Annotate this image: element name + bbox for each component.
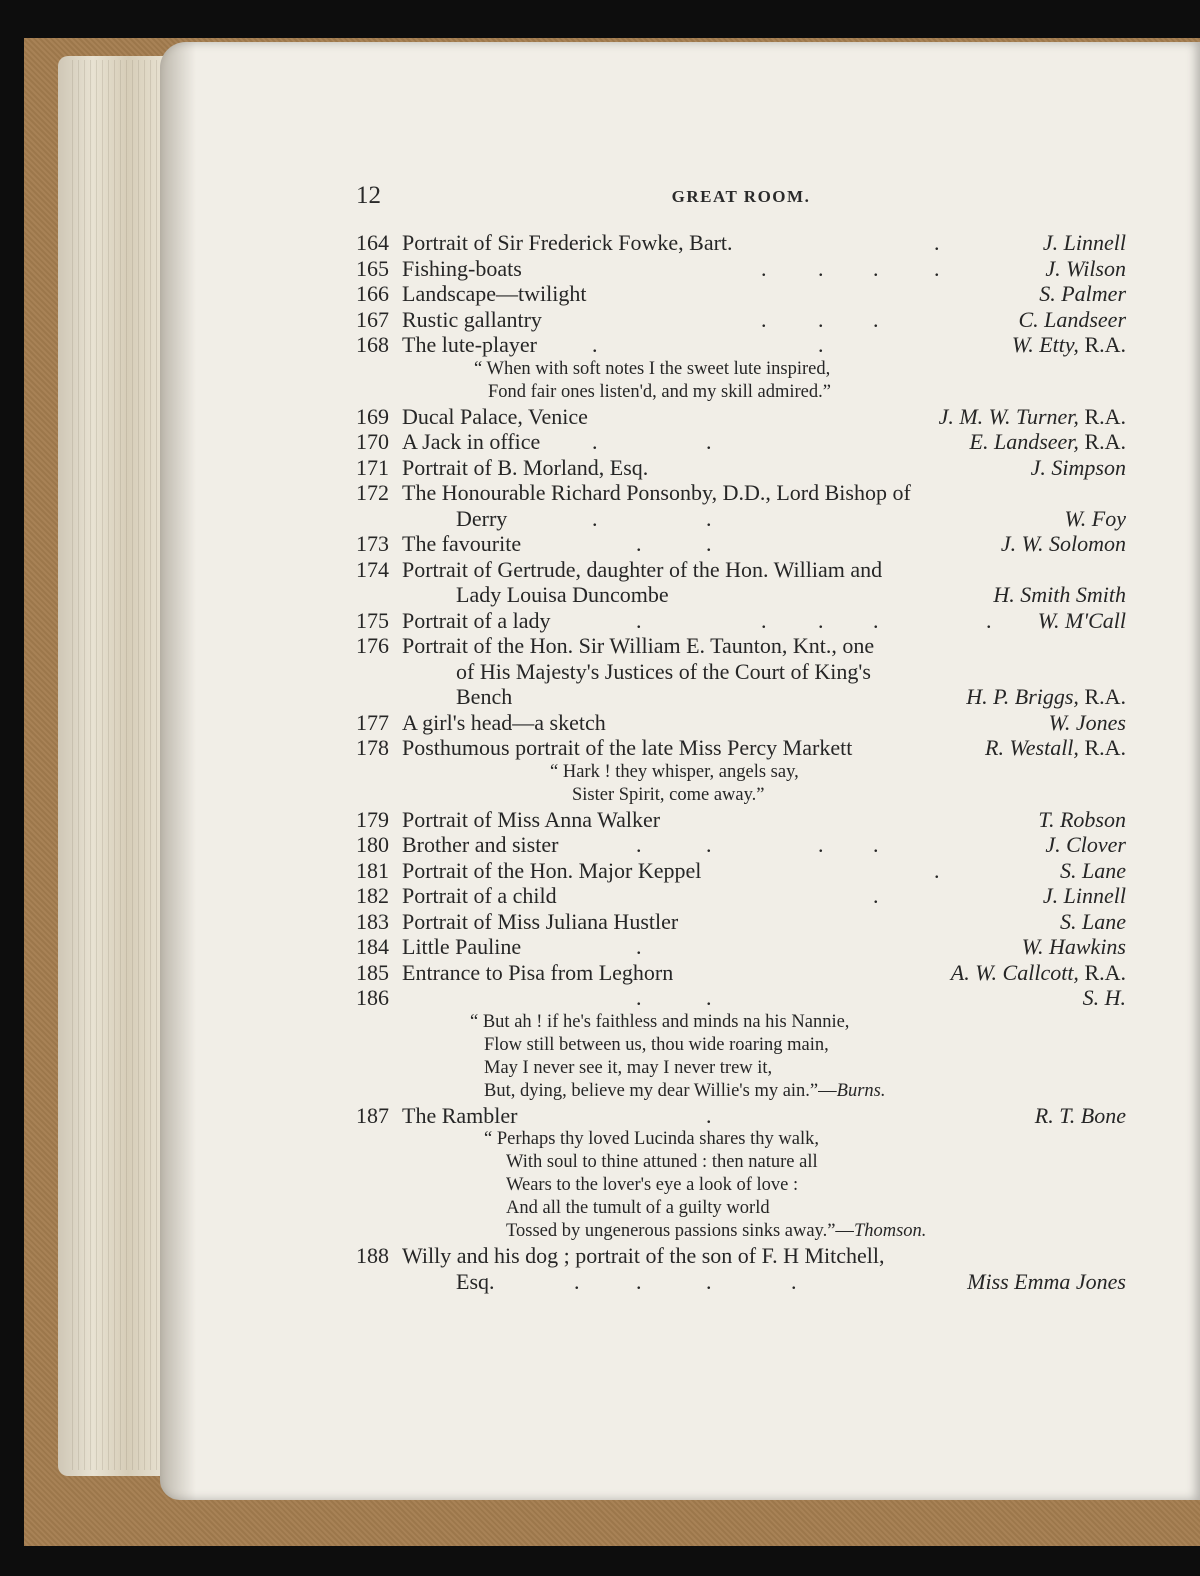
catalogue-entry: 184 Little Pauline . W. Hawkins: [356, 934, 1126, 959]
entry-title: Brother and sister: [402, 832, 559, 857]
entry-title: Willy and his dog ; portrait of the son of F. H Mitchell,: [402, 1243, 885, 1268]
page-number: 12: [356, 182, 381, 209]
verse-line: “ Hark ! they whisper, angels say,: [550, 761, 799, 782]
catalogue-entry-continuation: [356, 659, 1126, 685]
entry-title: Portrait of a lady: [402, 607, 551, 633]
entry-number: 180: [356, 832, 389, 857]
verse-line: May I never see it, may I never trew it,: [484, 1057, 773, 1078]
catalogue-entry: [356, 909, 1126, 935]
catalogue-entry: 186 . . S. H.: [356, 985, 1126, 1010]
catalogue-entry: 181 Portrait of the Hon. Major Keppel . S. Lane: [356, 857, 1126, 883]
entry-number: 171: [356, 454, 389, 480]
entry-number: 176: [356, 633, 389, 658]
catalogue-entry: 180 Brother and sister . . . . J. Clover: [356, 832, 1126, 857]
entry-artist: H. P. Briggs, R.A.: [966, 684, 1126, 709]
entry-number: 177: [356, 709, 389, 735]
catalogue-entry: 173 The favourite . . J. W. Solomon: [356, 531, 1126, 556]
entry-number: 185: [356, 959, 389, 985]
entry-artist: H. Smith Smith: [993, 582, 1126, 607]
catalogue-entry-continuation: [356, 684, 1126, 710]
entry-artist: W. Hawkins: [1021, 934, 1126, 959]
catalogue-entry: [356, 735, 1126, 761]
entry-artist: S. Lane: [1060, 908, 1126, 934]
catalogue-entry: [356, 710, 1126, 736]
entry-artist: J. Wilson: [1045, 255, 1126, 281]
catalogue-entry: 182 Portrait of a child . J. Linnell: [356, 883, 1126, 908]
entry-artist: A. W. Callcott, R.A.: [950, 959, 1126, 985]
catalogue-entry: [356, 455, 1126, 481]
entry-artist: S. H.: [1082, 985, 1126, 1010]
entry-title: The lute-player: [402, 332, 537, 357]
entry-number: 184: [356, 934, 389, 959]
page-gutter-shadow: [160, 42, 196, 1500]
entry-artist: S. Lane: [1060, 857, 1126, 883]
catalogue-list: [356, 230, 1126, 1294]
entry-artist: R. Westall, R.A.: [985, 735, 1126, 760]
entry-artist: J. Simpson: [1030, 454, 1126, 480]
entry-title: A girl's head—a sketch: [402, 709, 606, 735]
entry-artist: J. M. W. Turner, R.A.: [938, 403, 1126, 429]
entry-title: Entrance to Pisa from Leghorn: [402, 959, 674, 985]
catalogue-entry: [356, 557, 1126, 583]
entry-title: Fishing-boats: [402, 255, 522, 281]
verse-source: Burns.: [836, 1080, 886, 1101]
catalogue-entry-continuation: Derry . . W. Foy: [456, 505, 1126, 531]
entry-number: 178: [356, 735, 389, 760]
catalogue-entry: [356, 960, 1126, 986]
catalogue-entry: [356, 480, 1126, 506]
entry-artist: S. Palmer: [1039, 281, 1126, 306]
entry-number: 188: [356, 1243, 389, 1268]
verse-line: Fond fair ones listen'd, and my skill admired.”: [488, 381, 831, 402]
entry-number: 187: [356, 1102, 389, 1128]
catalogue-entry: 168 The lute-player . . W. Etty, R.A.: [356, 332, 1126, 357]
entry-number: 174: [356, 556, 389, 582]
entry-number: 167: [356, 306, 389, 332]
running-title: GREAT ROOM.: [671, 187, 811, 206]
catalogue-entry: [356, 404, 1126, 430]
entry-title: Portrait of Gertrude, daughter of the Hon. William and: [402, 556, 883, 582]
entry-artist: W. M'Call: [1037, 607, 1126, 633]
entry-title: The Honourable Richard Ponsonby, D.D., Lord Bishop of: [402, 480, 911, 505]
entry-number: 182: [356, 883, 389, 908]
entry-number: 164: [356, 230, 389, 255]
entry-number: 183: [356, 908, 389, 934]
entry-title: Portrait of Miss Anna Walker: [402, 806, 661, 832]
entry-artist: R. T. Bone: [1034, 1102, 1126, 1128]
catalogue-entry: [356, 807, 1126, 833]
entry-title-continuation: Esq.: [456, 1268, 495, 1294]
catalogue-entry: 175 Portrait of a lady . . . . . W. M'Call: [356, 607, 1126, 633]
verse-line: Flow still between us, thou wide roaring main,: [484, 1034, 829, 1055]
catalogue-entry: [356, 1243, 1126, 1269]
entry-number: 172: [356, 480, 389, 505]
entry-artist: J. Linnell: [1042, 230, 1126, 255]
entry-artist: J. W. Solomon: [1000, 531, 1126, 556]
entry-number: 165: [356, 255, 389, 281]
entry-title: Portrait of the Hon. Sir William E. Taunton, Knt., one: [402, 633, 875, 658]
entry-title: The favourite: [402, 531, 522, 556]
entry-artist: T. Robson: [1038, 806, 1126, 832]
entry-artist: W. Jones: [1048, 709, 1126, 735]
entry-title: Little Pauline: [402, 934, 522, 959]
entry-title: Portrait of B. Morland, Esq.: [402, 454, 649, 480]
entry-title: Portrait of Sir Frederick Fowke, Bart.: [402, 230, 733, 255]
catalogue-entry: 164 Portrait of Sir Frederick Fowke, Bart. . J. Linnell: [356, 230, 1126, 255]
entry-number: 168: [356, 332, 389, 357]
verse-line: But, dying, believe my dear Willie's my ain.”—Burns.: [484, 1080, 886, 1101]
verse-source: Thomson.: [853, 1221, 927, 1241]
entry-title: Ducal Palace, Venice: [402, 403, 588, 429]
entry-number: 179: [356, 806, 389, 832]
entry-artist: E. Landseer, R.A.: [969, 429, 1126, 454]
verse-line: Wears to the lover's eye a look of love :: [506, 1175, 799, 1195]
entry-title: Rustic gallantry: [402, 306, 542, 332]
catalogue-entry-continuation: [356, 582, 1126, 608]
catalogue-entry: 165 Fishing-boats . . . . J. Wilson: [356, 255, 1126, 281]
verse-line: “ But ah ! if he's faithless and minds na his Nannie,: [470, 1011, 850, 1032]
catalogue-entry: [356, 633, 1126, 659]
verse-line: “ When with soft notes I the sweet lute inspired,: [474, 358, 831, 379]
entry-artist: W. Etty, R.A.: [1011, 332, 1126, 357]
entry-number: 175: [356, 607, 389, 633]
entry-number: 169: [356, 403, 389, 429]
entry-title: A Jack in office: [402, 429, 541, 454]
entry-number: 173: [356, 531, 389, 556]
entry-number: 186: [356, 985, 389, 1010]
entry-artist: J. Clover: [1045, 832, 1126, 857]
verse-line: Sister Spirit, come away.”: [572, 784, 765, 805]
entry-title: Portrait of Miss Juliana Hustler: [402, 908, 679, 934]
entry-artist: C. Landseer: [1018, 306, 1126, 332]
entry-title-continuation: of His Majesty's Justices of the Court of King's: [456, 658, 871, 684]
catalogue-entry: 167 Rustic gallantry . . . C. Landseer: [356, 306, 1126, 332]
catalogue-entry-continuation: Esq. . . . . Miss Emma Jones: [456, 1268, 1126, 1294]
entry-number: 170: [356, 429, 389, 454]
verse-line: And all the tumult of a guilty world: [506, 1198, 770, 1218]
entry-title: Landscape—twilight: [402, 281, 587, 306]
entry-title-continuation: Bench: [456, 684, 513, 709]
entry-title: Posthumous portrait of the late Miss Percy Markett: [402, 735, 853, 760]
entry-number: 181: [356, 857, 389, 883]
entry-artist: W. Foy: [1064, 505, 1126, 531]
entry-artist: J. Linnell: [1042, 883, 1126, 908]
entry-title: Portrait of the Hon. Major Keppel: [402, 857, 702, 883]
entry-title: The Rambler: [402, 1102, 518, 1128]
verse-line: With soul to thine attuned : then nature all: [506, 1152, 818, 1172]
entry-title-continuation: Lady Louisa Duncombe: [456, 582, 669, 607]
entry-artist: Miss Emma Jones: [967, 1268, 1126, 1294]
entry-number: 166: [356, 281, 389, 306]
catalogue-entry: [356, 281, 1126, 307]
catalogue-entry: 187 The Rambler . R. T. Bone: [356, 1102, 1126, 1128]
page-header: [356, 182, 1126, 212]
entry-title-continuation: Derry: [456, 505, 508, 531]
entry-title: Portrait of a child: [402, 883, 557, 908]
catalogue-entry: 170 A Jack in office . . E. Landseer, R.A.: [356, 429, 1126, 454]
verse-line: Tossed by ungenerous passions sinks away.”—Thomson.: [506, 1221, 927, 1241]
verse-line: “ Perhaps thy loved Lucinda shares thy walk,: [484, 1129, 819, 1149]
